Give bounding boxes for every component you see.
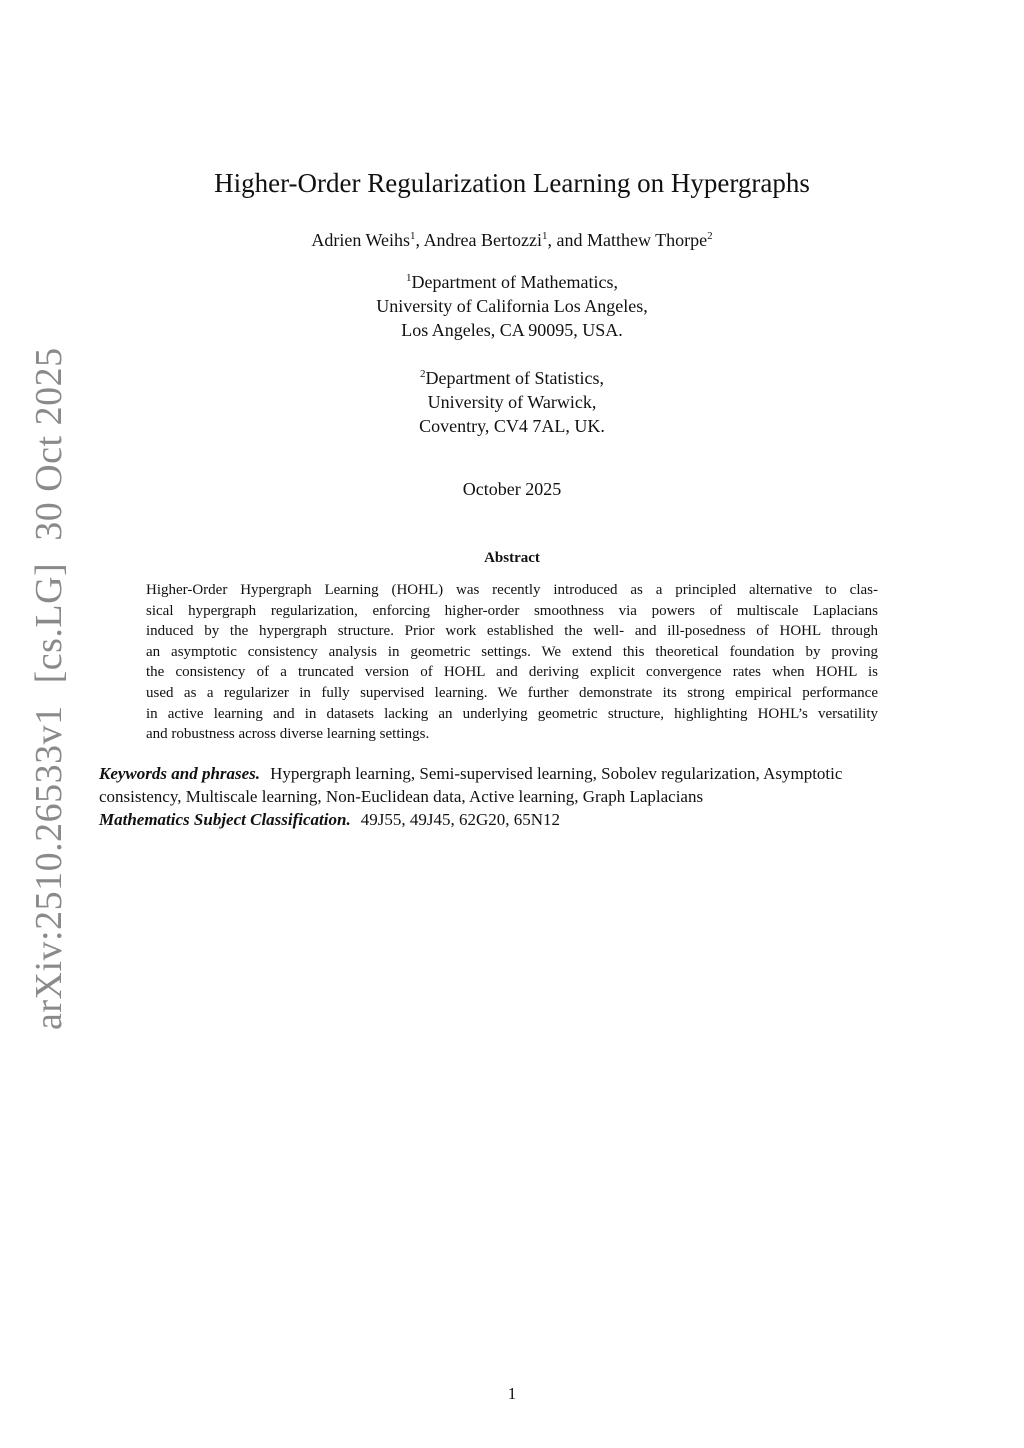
abstract-line: the consistency of a truncated version of HOHL and deriving explicit convergence rates when HOHL is (146, 664, 878, 681)
author-name: Matthew Thorpe (587, 230, 708, 250)
abstract-line: and robustness across diverse learning settings. (146, 726, 430, 743)
author-separator: , (415, 230, 424, 250)
abstract-line: in active learning and in datasets lacking an underlying geometric structure, highlighting HOHL’s versatility (146, 705, 878, 722)
keywords-text: consistency, Multiscale learning, Non-Euclidean data, Active learning, Graph Laplacians (99, 787, 704, 806)
affiliation-line: Department of Statistics, (425, 368, 604, 388)
keywords-label: Keywords and phrases. (99, 764, 261, 783)
affiliation-line: Department of Mathematics, (411, 272, 618, 292)
author-separator: , and (547, 230, 588, 250)
msc-section (99, 808, 927, 831)
arxiv-id: arXiv:2510.26533v1 (28, 705, 70, 1030)
page-number: 1 (507, 1384, 517, 1403)
affiliation-2 (0, 366, 1024, 438)
abstract-line: an asymptotic consistency analysis in geometric settings. We extend this theoretical foundation by proving (146, 643, 878, 660)
msc-label: Mathematics Subject Classification. (99, 810, 351, 829)
affiliation-line: Coventry, CV4 7AL, UK. (419, 416, 605, 436)
abstract-heading: Abstract (484, 550, 540, 566)
publication-date: October 2025 (462, 479, 562, 499)
abstract-line: used as a regularizer in fully supervised learning. We further demonstrate its strong empirical performance (146, 684, 878, 701)
affiliation-line: University of Warwick, (427, 392, 597, 412)
paper-title: Higher-Order Regularization Learning on Hypergraphs (214, 168, 810, 198)
author-affil-mark: 1 (410, 230, 416, 242)
abstract-line: induced by the hypergraph structure. Prior work established the well- and ill-posedness of HOHL through (146, 623, 878, 640)
arxiv-date: 30 Oct 2025 (28, 347, 70, 541)
affiliation-mark: 1 (406, 272, 412, 284)
abstract-line: sical hypergraph regularization, enforcing higher-order smoothness via powers of multiscale Laplacians (146, 602, 878, 619)
arxiv-category: [cs.LG] (28, 562, 70, 684)
msc-codes: 49J55, 49J45, 62G20, 65N12 (360, 810, 561, 829)
author-list (0, 228, 1024, 252)
author-name: Andrea Bertozzi (423, 230, 543, 250)
affiliation-line: University of California Los Angeles, (376, 296, 648, 316)
affiliation-mark: 2 (420, 368, 426, 380)
keywords-text: Hypergraph learning, Semi-supervised learning, Sobolev regularization, Asymptotic (270, 764, 843, 783)
affiliation-line: Los Angeles, CA 90095, USA. (401, 320, 623, 340)
abstract-body (146, 580, 878, 745)
author-affil-mark: 1 (542, 230, 548, 242)
author-name: Adrien Weihs (311, 230, 411, 250)
keywords-section (99, 762, 927, 808)
abstract-line: Higher-Order Hypergraph Learning (HOHL) was recently introduced as a principled alternative to clas- (146, 582, 878, 598)
affiliation-1 (0, 270, 1024, 342)
author-affil-mark: 2 (707, 230, 713, 242)
